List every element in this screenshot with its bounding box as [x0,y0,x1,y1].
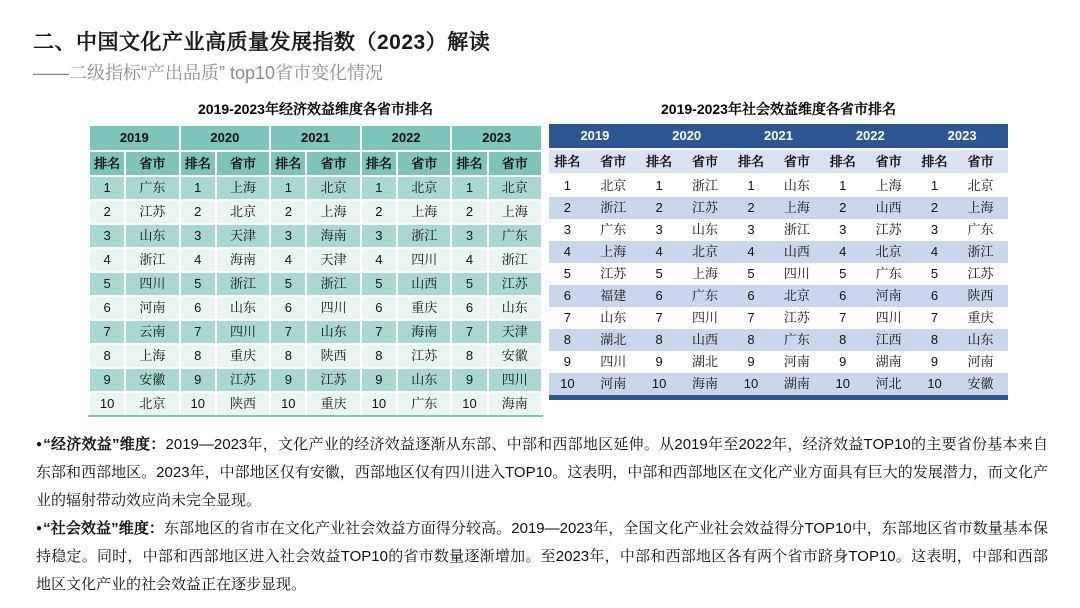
year-header-row [89,125,542,151]
rank-header-cell: 排名 [549,149,586,174]
rank-cell: 9 [824,351,861,373]
rank-cell: 4 [270,248,306,272]
rank-cell: 7 [916,307,953,329]
province-cell: 北京 [769,285,824,307]
province-cell: 四川 [216,320,270,344]
rank-header-cell: 排名 [824,149,861,174]
rank-cell: 7 [549,307,586,329]
province-cell: 浙江 [953,241,1008,263]
province-cell: 江苏 [216,368,270,392]
note-social [36,515,1048,599]
table-row [89,224,542,248]
table-row [89,176,542,200]
rank-cell: 8 [89,344,125,368]
province-cell: 江苏 [586,263,641,285]
rank-cell: 1 [451,176,487,200]
province-cell: 北京 [306,176,360,200]
year-header-cell: 2022 [824,124,916,149]
province-cell: 湖南 [861,351,916,373]
province-cell: 浙江 [216,272,270,296]
province-cell: 山东 [216,296,270,320]
province-cell: 山东 [125,224,179,248]
rank-cell: 7 [180,320,216,344]
rank-cell: 4 [733,241,770,263]
province-header-cell: 省市 [216,151,270,176]
province-header-cell: 省市 [861,149,916,174]
rank-cell: 2 [180,200,216,224]
rank-cell: 9 [916,351,953,373]
province-cell: 上海 [306,200,360,224]
rank-cell: 1 [641,174,678,197]
province-cell: 重庆 [216,344,270,368]
table-row [89,248,542,272]
province-header-cell: 省市 [397,151,451,176]
year-header-row [549,124,1008,149]
tables-row [88,99,1008,417]
province-cell: 上海 [125,344,179,368]
rank-header-cell: 排名 [916,149,953,174]
slide-header [0,0,1080,85]
rank-cell: 3 [270,224,306,248]
province-cell: 福建 [586,285,641,307]
province-cell: 四川 [397,248,451,272]
province-cell: 四川 [306,296,360,320]
province-cell: 陕西 [216,392,270,416]
province-header-cell: 省市 [953,149,1008,174]
rank-cell: 1 [89,176,125,200]
rank-cell: 5 [451,272,487,296]
province-cell: 北京 [397,176,451,200]
table-row [89,272,542,296]
province-cell: 江西 [861,329,916,351]
province-cell: 江苏 [306,368,360,392]
rank-cell: 4 [89,248,125,272]
province-cell: 江苏 [953,263,1008,285]
rank-cell: 6 [549,285,586,307]
province-cell: 上海 [953,197,1008,219]
rank-cell: 7 [89,320,125,344]
province-cell: 上海 [769,197,824,219]
province-cell: 四川 [586,351,641,373]
province-cell: 山东 [306,320,360,344]
rank-cell: 6 [180,296,216,320]
table-row [89,320,542,344]
province-cell: 上海 [586,241,641,263]
province-cell: 浙江 [678,174,733,197]
rank-cell: 10 [549,373,586,398]
rank-cell: 3 [451,224,487,248]
province-cell: 浙江 [125,248,179,272]
rank-cell: 2 [89,200,125,224]
rank-cell: 10 [733,373,770,398]
rank-cell: 8 [733,329,770,351]
rank-cell: 8 [916,329,953,351]
province-cell: 四川 [769,263,824,285]
table-row [549,307,1008,329]
table-row [549,219,1008,241]
rank-cell: 9 [361,368,397,392]
rank-cell: 3 [641,219,678,241]
province-cell: 山西 [678,329,733,351]
rank-cell: 8 [451,344,487,368]
province-cell: 广东 [586,219,641,241]
economic-table-title: 2019-2023年经济效益维度各省市排名 [198,101,433,117]
province-cell: 山西 [861,197,916,219]
rank-cell: 5 [641,263,678,285]
province-cell: 四川 [488,368,542,392]
province-cell: 安徽 [488,344,542,368]
table-row [89,200,542,224]
province-cell: 河南 [953,351,1008,373]
year-header-cell: 2023 [916,124,1008,149]
rank-cell: 9 [89,368,125,392]
rank-cell: 1 [733,174,770,197]
rank-cell: 7 [641,307,678,329]
rank-cell: 4 [824,241,861,263]
rank-cell: 2 [733,197,770,219]
rank-cell: 1 [549,174,586,197]
rank-cell: 7 [270,320,306,344]
table-row [549,197,1008,219]
rank-cell: 8 [549,329,586,351]
table-row [549,351,1008,373]
province-cell: 广东 [861,263,916,285]
province-cell: 山东 [397,368,451,392]
province-cell: 江苏 [678,197,733,219]
rank-cell: 9 [451,368,487,392]
province-cell: 山西 [769,241,824,263]
rank-cell: 4 [549,241,586,263]
province-cell: 上海 [678,263,733,285]
province-cell: 海南 [397,320,451,344]
rank-cell: 6 [89,296,125,320]
year-header-cell: 2022 [361,125,452,151]
province-cell: 重庆 [397,296,451,320]
year-header-cell: 2020 [180,125,271,151]
province-cell: 山东 [488,296,542,320]
rank-cell: 3 [180,224,216,248]
province-cell: 四川 [861,307,916,329]
note-economic [36,431,1048,515]
province-cell: 山西 [397,272,451,296]
rank-cell: 7 [733,307,770,329]
rank-cell: 8 [824,329,861,351]
rank-cell: 3 [733,219,770,241]
rank-cell: 9 [270,368,306,392]
rank-cell: 2 [824,197,861,219]
province-cell: 北京 [216,200,270,224]
province-cell: 上海 [488,200,542,224]
rank-cell: 6 [451,296,487,320]
province-cell: 上海 [216,176,270,200]
note-social-lead: “社会效益”维度： [43,520,165,537]
rank-header-cell: 排名 [89,151,125,176]
province-cell: 浙江 [769,219,824,241]
province-cell: 海南 [306,224,360,248]
table-row [89,296,542,320]
rank-cell: 6 [824,285,861,307]
rank-cell: 10 [270,392,306,416]
province-cell: 山东 [678,219,733,241]
rank-cell: 2 [641,197,678,219]
province-cell: 重庆 [306,392,360,416]
rank-cell: 4 [451,248,487,272]
province-cell: 山东 [769,174,824,197]
province-cell: 海南 [488,392,542,416]
rank-header-cell: 排名 [361,151,397,176]
rank-cell: 6 [361,296,397,320]
bullet-icon: ● [36,439,43,450]
rank-cell: 9 [641,351,678,373]
province-cell: 重庆 [953,307,1008,329]
province-cell: 海南 [216,248,270,272]
year-header-cell: 2021 [270,125,361,151]
rank-cell: 10 [916,373,953,398]
province-cell: 广东 [678,285,733,307]
province-cell: 江苏 [125,200,179,224]
social-table-title: 2019-2023年社会效益维度各省市排名 [661,101,896,117]
province-cell: 北京 [678,241,733,263]
province-cell: 北京 [488,176,542,200]
rank-cell: 3 [824,219,861,241]
rank-cell: 10 [89,392,125,416]
rank-cell: 1 [916,174,953,197]
province-cell: 河北 [861,373,916,398]
province-cell: 海南 [678,373,733,398]
province-cell: 北京 [861,241,916,263]
province-cell: 河南 [586,373,641,398]
rank-cell: 6 [733,285,770,307]
rank-cell: 5 [89,272,125,296]
rank-cell: 4 [916,241,953,263]
rank-cell: 3 [361,224,397,248]
social-rank-table [549,124,1008,400]
rank-header-cell: 排名 [451,151,487,176]
rank-cell: 2 [270,200,306,224]
province-cell: 广东 [769,329,824,351]
rank-cell: 1 [824,174,861,197]
year-header-cell: 2019 [89,125,180,151]
column-header-row [89,151,542,176]
province-cell: 天津 [216,224,270,248]
rank-cell: 7 [361,320,397,344]
rank-cell: 8 [361,344,397,368]
province-cell: 湖南 [769,373,824,398]
province-header-cell: 省市 [306,151,360,176]
table-row [549,373,1008,398]
rank-cell: 2 [451,200,487,224]
province-cell: 四川 [125,272,179,296]
province-cell: 湖北 [586,329,641,351]
province-cell: 四川 [678,307,733,329]
rank-cell: 7 [451,320,487,344]
rank-header-cell: 排名 [180,151,216,176]
rank-cell: 10 [180,392,216,416]
province-cell: 北京 [125,392,179,416]
rank-cell: 5 [361,272,397,296]
province-cell: 广东 [488,224,542,248]
rank-cell: 3 [916,219,953,241]
rank-cell: 8 [180,344,216,368]
rank-cell: 1 [180,176,216,200]
province-header-cell: 省市 [678,149,733,174]
social-table-section [549,99,1008,417]
province-header-cell: 省市 [488,151,542,176]
province-cell: 河南 [861,285,916,307]
rank-cell: 4 [361,248,397,272]
province-cell: 天津 [306,248,360,272]
rank-cell: 9 [549,351,586,373]
province-cell: 江苏 [397,344,451,368]
province-cell: 安徽 [953,373,1008,398]
rank-cell: 3 [89,224,125,248]
province-cell: 上海 [397,200,451,224]
province-cell: 陕西 [306,344,360,368]
province-cell: 广东 [397,392,451,416]
rank-cell: 5 [549,263,586,285]
rank-cell: 5 [270,272,306,296]
province-cell: 江苏 [861,219,916,241]
rank-cell: 3 [549,219,586,241]
rank-cell: 10 [641,373,678,398]
table-row [549,329,1008,351]
page-title: 二、中国文化产业高质量发展指数（2023）解读 [33,31,491,54]
page-subtitle: ——二级指标“产出品质” top10省市变化情况 [33,63,384,83]
province-cell: 湖北 [678,351,733,373]
province-cell: 广东 [125,176,179,200]
rank-cell: 5 [180,272,216,296]
table-row [89,392,542,416]
province-cell: 江苏 [769,307,824,329]
table-row [549,174,1008,197]
rank-cell: 4 [641,241,678,263]
province-cell: 浙江 [397,224,451,248]
rank-cell: 9 [180,368,216,392]
table-row [89,368,542,392]
rank-header-cell: 排名 [733,149,770,174]
year-header-cell: 2021 [733,124,825,149]
rank-cell: 5 [916,263,953,285]
province-header-cell: 省市 [769,149,824,174]
year-header-cell: 2023 [451,125,542,151]
province-cell: 北京 [586,174,641,197]
province-cell: 云南 [125,320,179,344]
rank-cell: 1 [270,176,306,200]
bullet-icon: ● [36,523,43,534]
rank-cell: 9 [733,351,770,373]
rank-header-cell: 排名 [270,151,306,176]
rank-cell: 10 [451,392,487,416]
province-header-cell: 省市 [586,149,641,174]
year-header-cell: 2020 [641,124,733,149]
province-cell: 浙江 [306,272,360,296]
table-row [549,241,1008,263]
rank-cell: 6 [641,285,678,307]
note-economic-lead: “经济效益”维度： [43,436,166,453]
province-cell: 山东 [586,307,641,329]
rank-header-cell: 排名 [641,149,678,174]
rank-cell: 2 [549,197,586,219]
rank-cell: 7 [824,307,861,329]
rank-cell: 1 [361,176,397,200]
rank-cell: 10 [361,392,397,416]
table-row [549,285,1008,307]
table-row [549,263,1008,285]
province-cell: 河南 [769,351,824,373]
rank-cell: 8 [641,329,678,351]
economic-rank-table [88,124,543,417]
rank-cell: 10 [824,373,861,398]
notes [36,431,1048,599]
rank-cell: 6 [270,296,306,320]
province-cell: 江苏 [488,272,542,296]
note-economic-body: 2019—2023年，文化产业的经济效益逐渐从东部、中部和西部地区延伸。从2019年至2022年，经济效益TOP10的主要省份基本来自东部和西部地区。2023年，中部地区仅有安徽，西部地区仅有四川进入TOP10。这表明，中部和西部地区在文化产业方面具有巨大的发展潜力，而文化产业的辐射带动效应尚未完全显现。 [36,436,1048,509]
column-header-row [549,149,1008,174]
rank-cell: 5 [733,263,770,285]
rank-cell: 4 [180,248,216,272]
province-cell: 北京 [953,174,1008,197]
province-cell: 浙江 [586,197,641,219]
economic-table-section [88,99,543,417]
province-cell: 浙江 [488,248,542,272]
note-social-body: 东部地区的省市在文化产业社会效益方面得分较高。2019—2023年，全国文化产业社会效益得分TOP10中，东部地区省市数量基本保持稳定。同时，中部和西部地区进入社会效益TOP10的省市数量逐渐增加。至2023年，中部和西部地区各有两个省市跻身TOP10。这表明，中部和西部地区文化产业的社会效益正在逐步显现。 [36,520,1048,593]
province-header-cell: 省市 [125,151,179,176]
rank-cell: 8 [270,344,306,368]
province-cell: 山东 [953,329,1008,351]
year-header-cell: 2019 [549,124,641,149]
province-cell: 安徽 [125,368,179,392]
table-row [89,344,542,368]
province-cell: 广东 [953,219,1008,241]
rank-cell: 2 [916,197,953,219]
province-cell: 河南 [125,296,179,320]
rank-cell: 5 [824,263,861,285]
province-cell: 上海 [861,174,916,197]
rank-cell: 2 [361,200,397,224]
province-cell: 天津 [488,320,542,344]
province-cell: 陕西 [953,285,1008,307]
rank-cell: 6 [916,285,953,307]
